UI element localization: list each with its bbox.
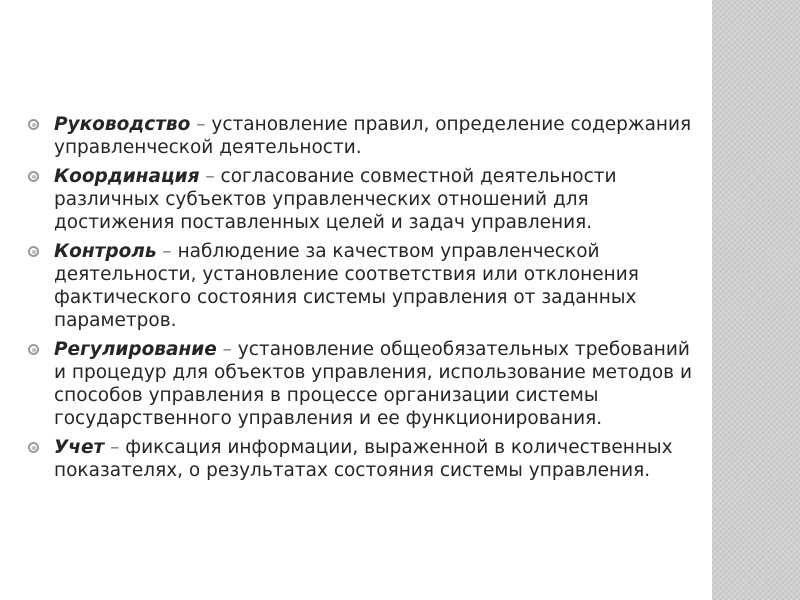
decorative-side-band	[712, 0, 800, 600]
list-item-rukovodstvo	[26, 113, 698, 159]
term-separator: –	[216, 339, 238, 360]
term-definition: установление общеобязательных требований и процедур для объектов управления, использование методов и способов управления в процессе организации системы государственного управления и ее функционирования.	[54, 339, 692, 429]
term-definition: установление правил, определение содержания управленческой деятельности.	[54, 114, 692, 158]
term-label: Учет	[54, 437, 105, 458]
term-separator: –	[199, 166, 221, 187]
list-item-kontrol	[26, 240, 698, 332]
circle-bullet-icon	[28, 246, 39, 257]
list-item-regulirovanie	[26, 338, 698, 430]
circle-bullet-icon	[28, 344, 39, 355]
term-label: Координация	[54, 166, 200, 187]
term-separator: –	[104, 437, 126, 458]
term-separator: –	[190, 114, 212, 135]
circle-bullet-icon	[28, 442, 39, 453]
term-separator: –	[156, 241, 178, 262]
term-definition: фиксация информации, выраженной в количественных показателях, о результатах состояния системы управления.	[54, 437, 673, 481]
list-item-uchet	[26, 436, 698, 482]
term-definition: согласование совместной деятельности различных субъектов управленческих отношений для достижения поставленных целей и задач управления.	[54, 166, 617, 233]
slide-content	[26, 113, 698, 488]
term-definition: наблюдение за качеством управленческой деятельности, установление соответствия или отклонения фактического состояния системы управления от заданных параметров.	[54, 241, 639, 331]
list-item-koordinatsiya	[26, 165, 698, 234]
term-label: Регулирование	[54, 339, 217, 360]
term-label: Контроль	[54, 241, 157, 262]
circle-bullet-icon	[28, 171, 39, 182]
term-label: Руководство	[54, 114, 191, 135]
bullet-list	[26, 113, 698, 482]
circle-bullet-icon	[28, 119, 39, 130]
